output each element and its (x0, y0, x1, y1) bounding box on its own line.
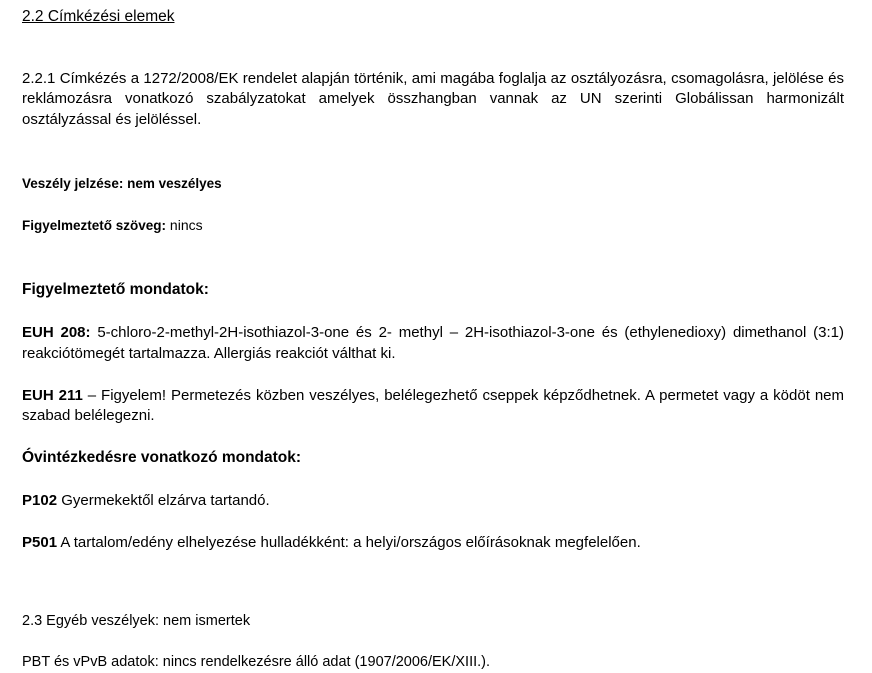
hazard-pictogram-value: nem veszélyes (127, 175, 222, 191)
signal-word-label: Figyelmeztető szöveg: (22, 218, 167, 234)
section-heading: 2.2 Címkézési elemek (22, 8, 175, 25)
hazard-statement-code: EUH 211 (22, 386, 83, 404)
hazard-statement-text: 5-chloro-2-methyl-2H-isothiazol-3-one és 2- methyl – 2H-isothiazol-3-one és (ethylenedioxy) dimethanol (3:1) reakciótömegét tartalmazza. Allergiás reakciót válthat ki. (22, 324, 844, 362)
spacer (22, 236, 844, 280)
pbt-vpvb-line: PBT és vPvB adatok: nincs rendelkezésre álló adat (1907/2006/EK/XIII.). (22, 654, 491, 671)
signal-word-line (22, 216, 844, 236)
section-intro-paragraph: 2.2.1 Címkézés a 1272/2008/EK rendelet alapján történik, ami magába foglalja az osztályozásra, csomagolásra, jelölése és reklámozásra vonatkozó szabályzatokat amelyek összhangban vannak az UN szerinti Globálissan harmonizált osztályzással és jelöléssel. (22, 70, 844, 128)
spacer (22, 364, 844, 386)
document-content (22, 0, 844, 673)
hazard-statement-item (22, 323, 844, 364)
hazard-statement-text: – Figyelem! Permetezés közben veszélyes, belélegezhető cseppek képződhetnek. A permetet vagy a ködöt nem szabad belélegezni. (22, 386, 844, 425)
precautionary-statement-code: P501 (22, 534, 58, 552)
signal-word-value: nincs (169, 217, 203, 234)
precautionary-statement-item (22, 491, 844, 511)
hazard-pictogram-label: Veszély jelzése: (22, 175, 124, 191)
spacer (22, 130, 844, 174)
precautionary-statements-title: Óvintézkedésre vonatkozó mondatok: (22, 449, 302, 467)
spacer (22, 631, 844, 653)
other-hazards-line: 2.3 Egyéb veszélyek: nem ismertek (22, 612, 251, 629)
precautionary-statement-item (22, 533, 844, 553)
hazard-statement-separator: : (85, 324, 91, 342)
hazard-statement-item (22, 386, 844, 427)
spacer (22, 511, 844, 533)
precautionary-statement-code: P102 (22, 492, 58, 510)
spacer (22, 301, 844, 323)
spacer (22, 469, 844, 491)
spacer (22, 598, 844, 612)
hazard-statements-title: Figyelmeztető mondatok: (22, 281, 209, 299)
spacer (22, 27, 844, 49)
spacer (22, 194, 844, 216)
precautionary-statement-text: A tartalom/edény elhelyezése hulladékként: a helyi/országos előírásoknak megfelelően. (57, 534, 641, 552)
hazard-pictogram-line (22, 174, 844, 194)
spacer (22, 426, 844, 448)
precautionary-statement-text: Gyermekektől elzárva tartandó. (57, 492, 270, 510)
spacer (22, 554, 844, 598)
hazard-statement-code: EUH 208 (22, 324, 86, 342)
